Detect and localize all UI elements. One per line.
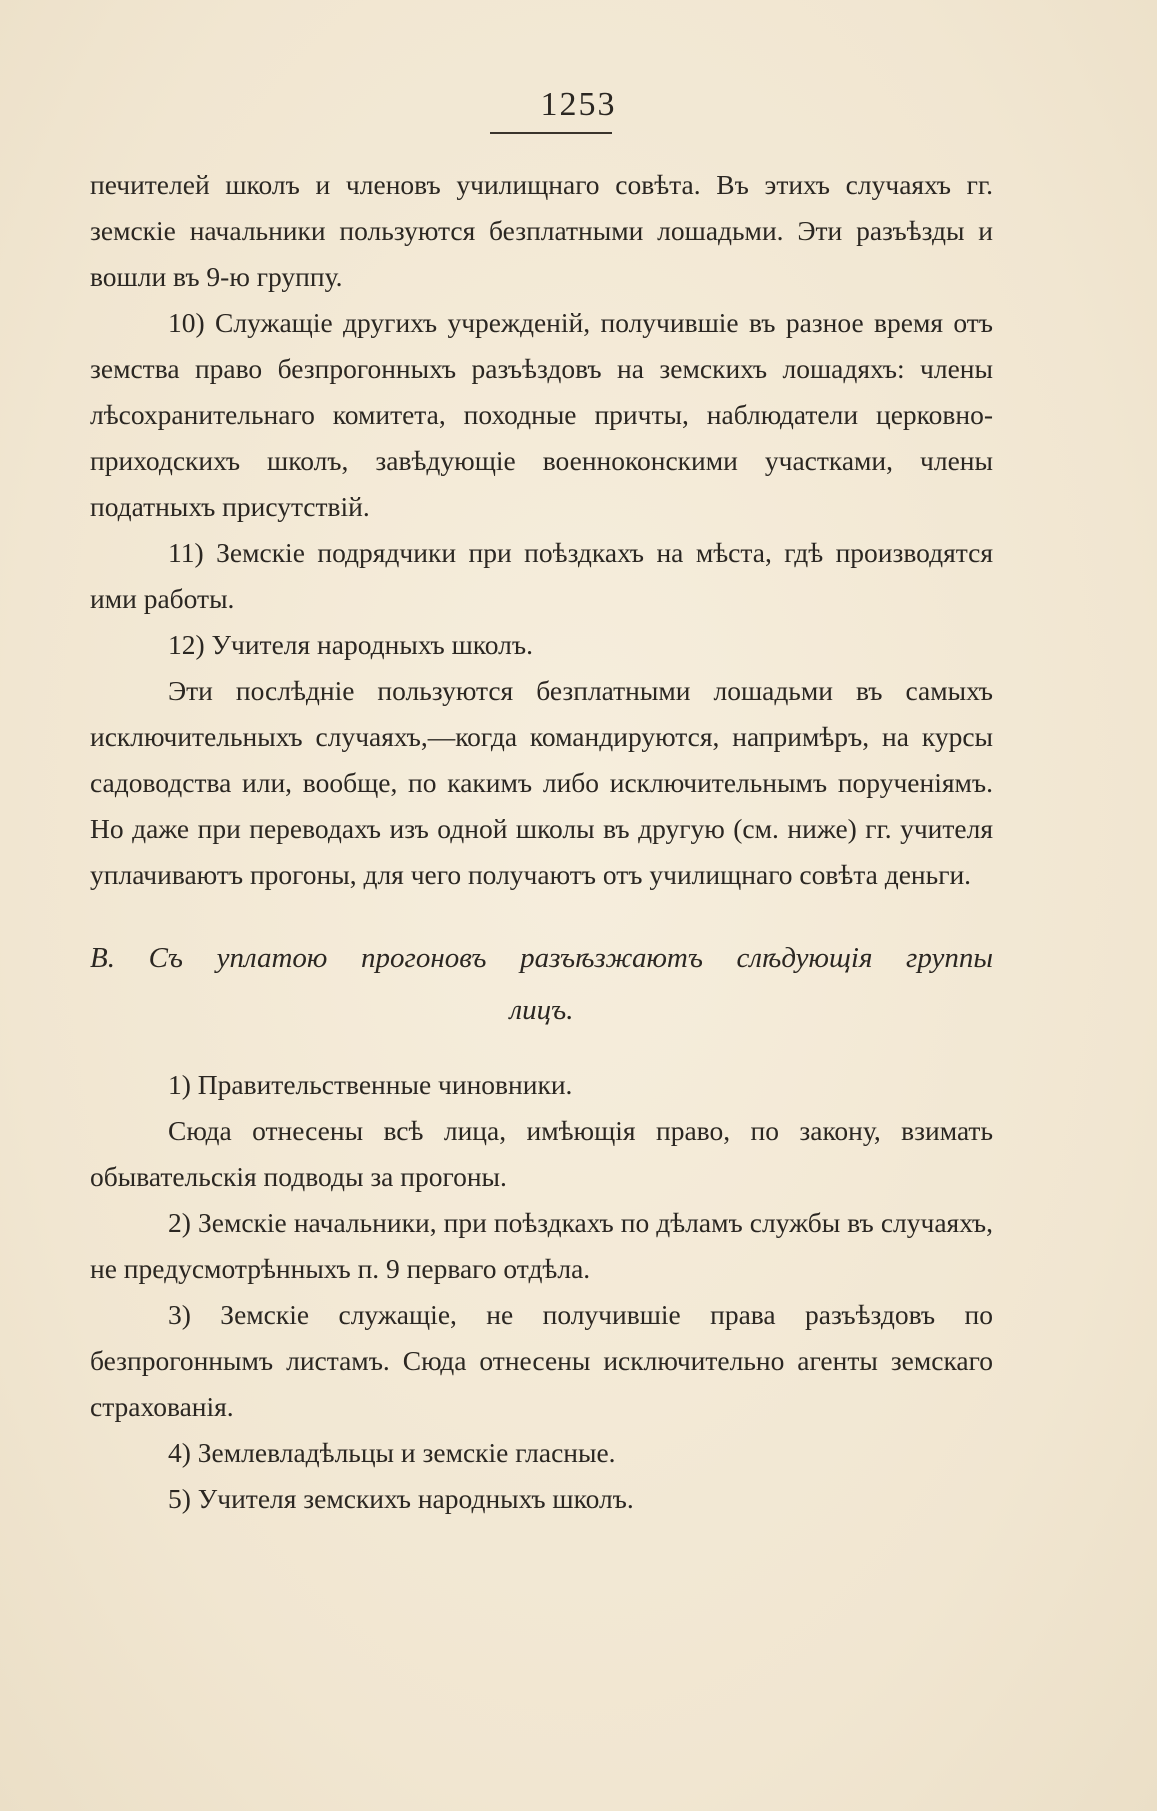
page-number-rule <box>490 132 612 134</box>
paragraph-item-3: 3) Земскіе служащіе, не получившіе права разъѣздовъ по безпрогоннымъ листамъ. Сюда отнесены исключительно агенты земскаго страхованія. <box>90 1299 993 1422</box>
paragraph-item-12: 12) Учителя народныхъ школъ. <box>168 629 533 660</box>
page-number: 1253 <box>540 86 617 123</box>
section-heading-v <box>90 932 993 1036</box>
paragraph-item-4: 4) Землевладѣльцы и земскіе гласные. <box>168 1437 616 1468</box>
paragraph-item-1: 1) Правительственные чиновники. <box>168 1069 573 1100</box>
paragraph-teachers-note: Эти послѣдніе пользуются безплатными лошадьми въ самыхъ исключительныхъ случаяхъ,—когда командируются, напримѣръ, на курсы садоводства или, вообще, по какимъ либо исключительнымъ порученіямъ. Но даже при переводахъ изъ одной школы въ другую (см. ниже) гг. учителя уплачиваютъ прогоны, для чего получаютъ отъ училищнаго совѣта деньги. <box>90 675 993 890</box>
paragraph-item-1-note: Сюда отнесены всѣ лица, имѣющія право, по закону, взимать обывательскія подводы за прогоны. <box>90 1115 993 1192</box>
paragraph-continuation: печителей школъ и членовъ училищнаго совѣта. Въ этихъ случаяхъ гг. земскіе начальники пользуются безплатными лошадьми. Эти разъѣзды и вошли въ 9-ю группу. <box>90 169 993 292</box>
paragraph-item-10: 10) Служащіе другихъ учрежденій, получившіе въ разное время отъ земства право безпрогонныхъ разъѣздовъ на земскихъ лошадяхъ: члены лѣсохранительнаго комитета, походные причты, наблюдатели церковно-приходскихъ школъ, завѣдующіе военноконскими участками, члены податныхъ присутствій. <box>90 307 993 522</box>
section-heading-line-2: лицъ. <box>509 994 574 1026</box>
paragraph-item-11: 11) Земскіе подрядчики при поѣздкахъ на мѣста, гдѣ производятся ими работы. <box>90 537 993 614</box>
paragraph-item-5: 5) Учителя земскихъ народныхъ школъ. <box>168 1483 634 1514</box>
section-heading-line-1: В. Съ уплатою прогоновъ разъѣзжаютъ слѣдующія группы <box>90 942 993 974</box>
paragraph-item-2: 2) Земскіе начальники, при поѣздкахъ по дѣламъ службы въ случаяхъ, не предусмотрѣнныхъ п. 9 перваго отдѣла. <box>90 1207 993 1284</box>
page-text <box>90 162 993 1522</box>
